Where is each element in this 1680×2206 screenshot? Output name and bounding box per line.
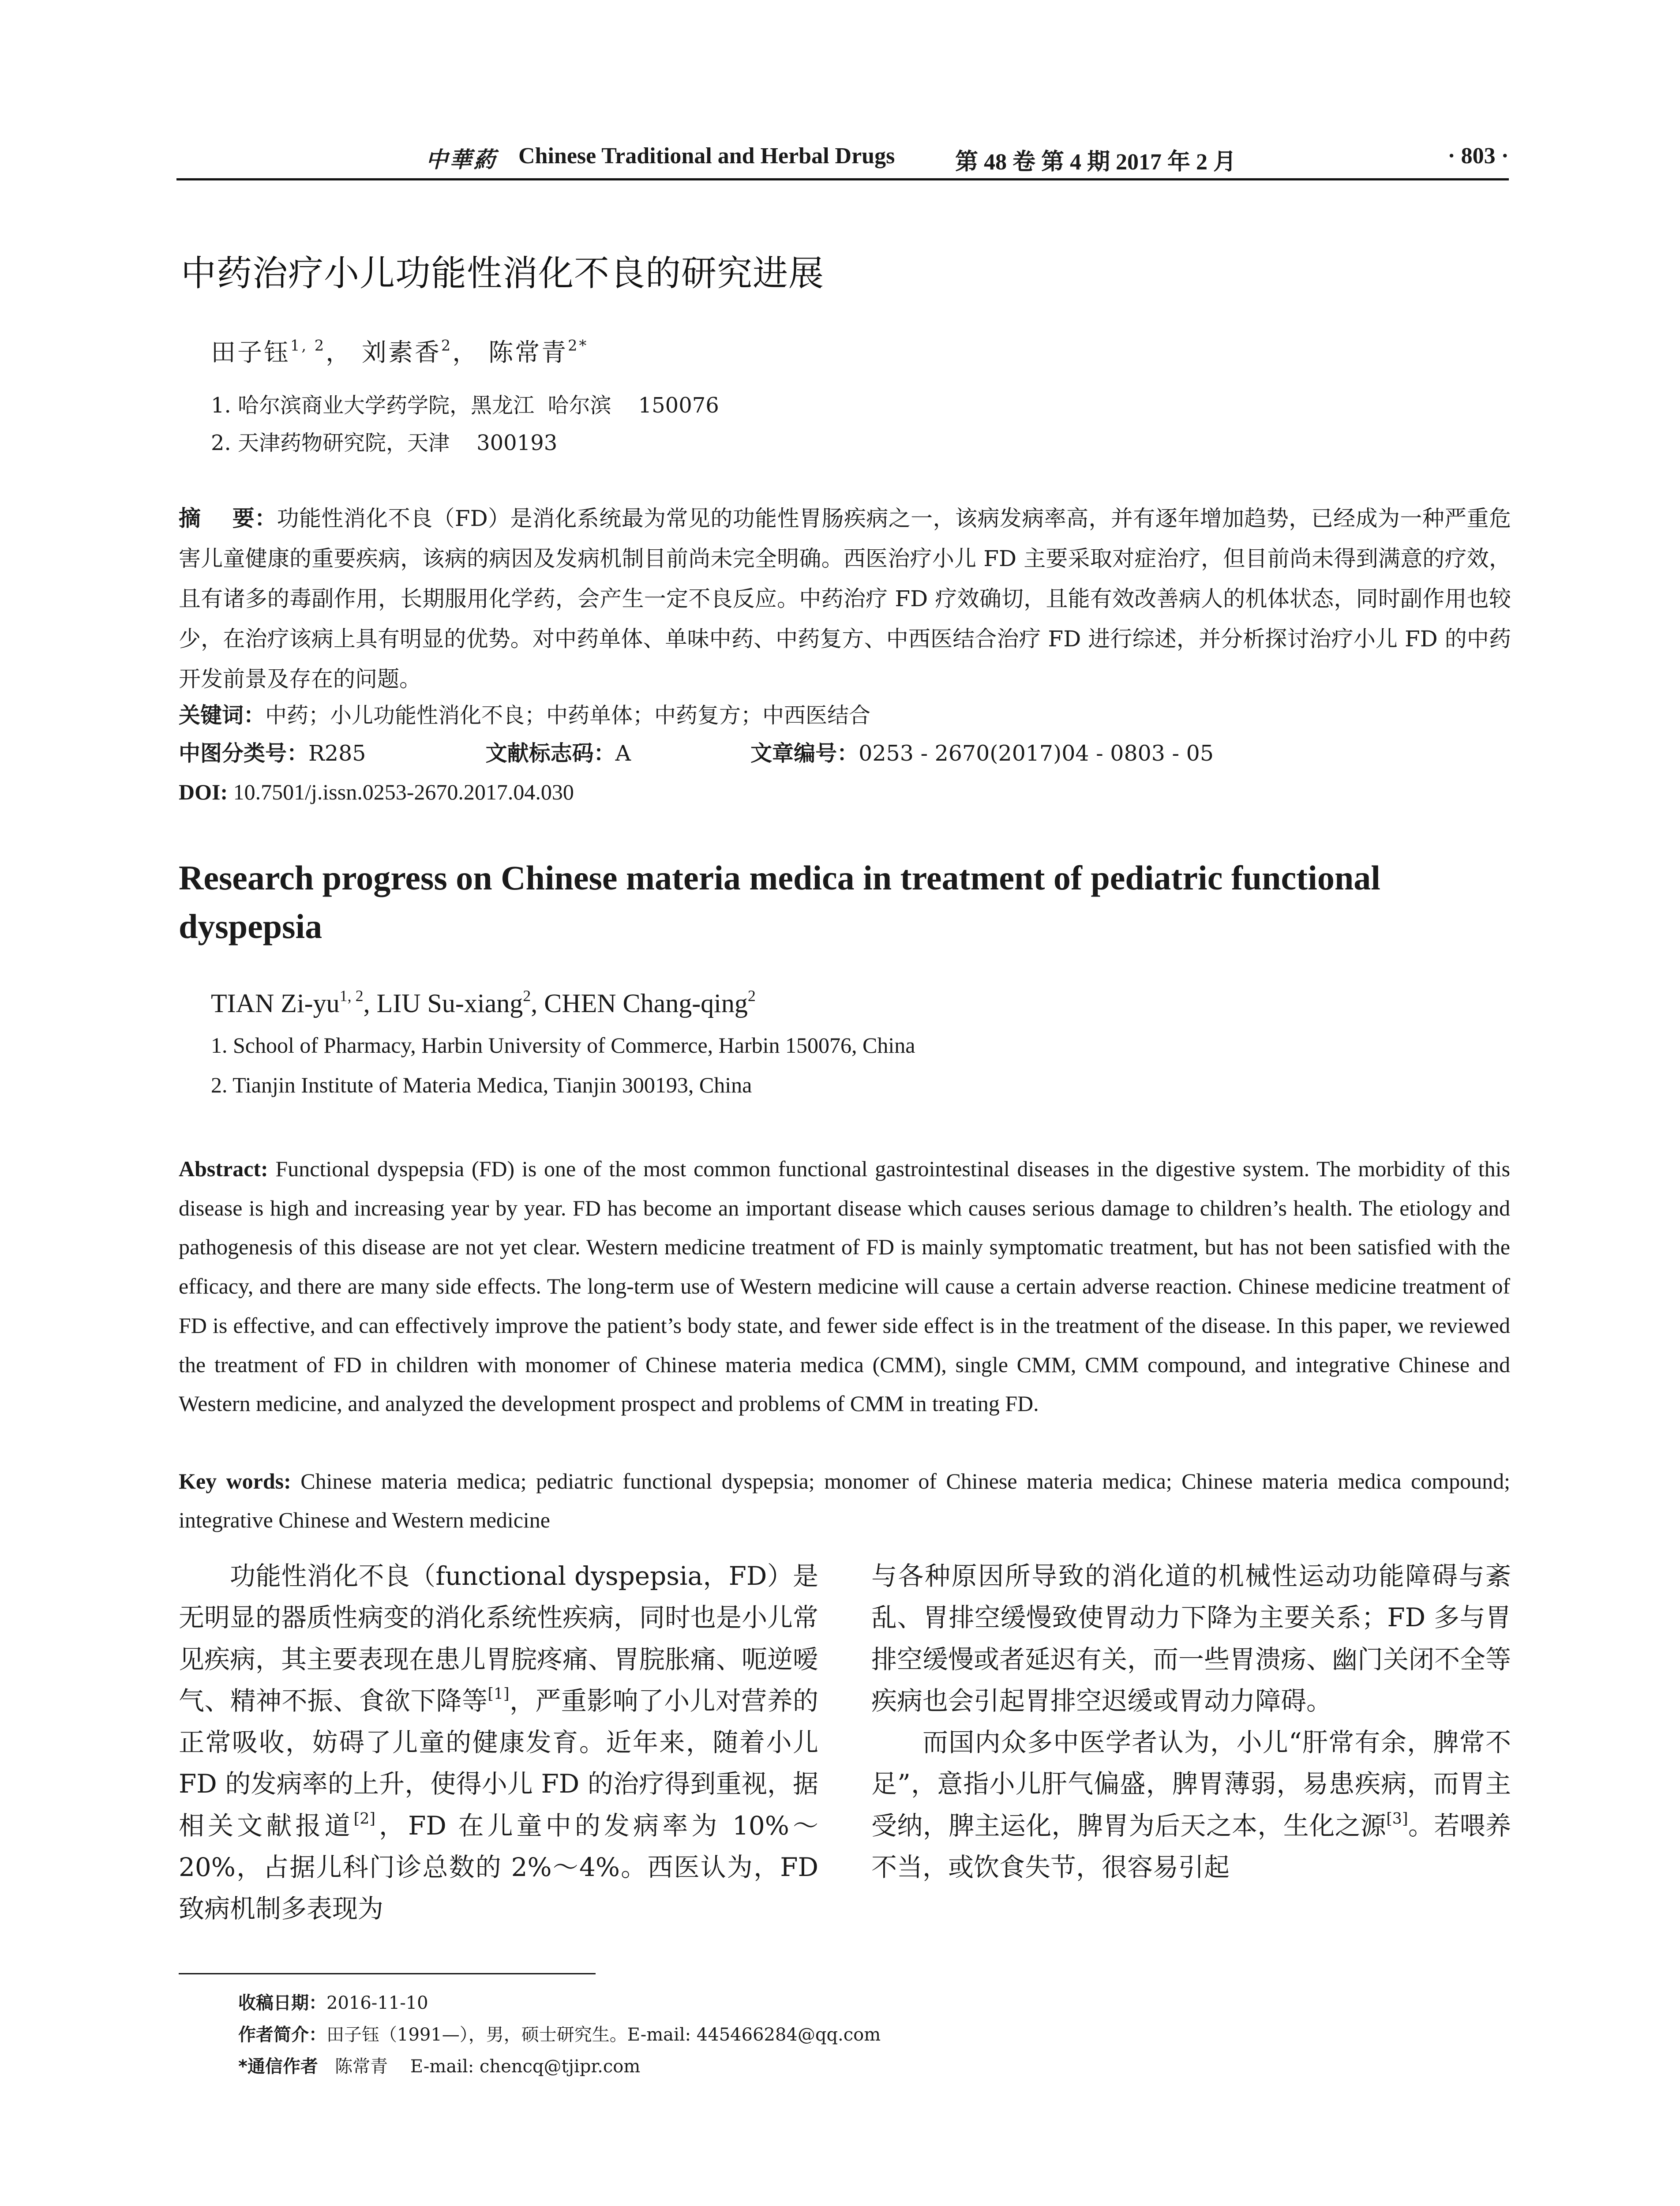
cn-author-name: 刘素香	[361, 338, 441, 367]
en-author-sup: 1, 2	[339, 987, 364, 1005]
cn-abstract	[179, 499, 1511, 699]
doccode-value: A	[615, 741, 631, 766]
en-author-sup: 2	[523, 987, 531, 1005]
cn-keywords-text: 中药；小儿功能性消化不良；中药单体；中药复方；中西医结合	[265, 703, 871, 728]
paragraph: 与各种原因所导致的消化道的机械性运动功能障碍与紊乱、胃排空缓慢致使胃动力下降为主要关系；FD 多与胃排空缓慢或者延迟有关，而一些胃溃疡、幽门关闭不全等疾病也会引起胃排空迟缓或胃动力障碍。	[871, 1561, 1511, 1716]
page-number: · 803 ·	[1448, 143, 1509, 169]
footnote-label: 收稿日期：	[238, 1993, 326, 2013]
articleno-value: 0253 - 2670(2017)04 - 0803 - 05	[859, 741, 1214, 766]
en-keywords-label: Key words:	[179, 1469, 291, 1493]
running-header	[176, 142, 1509, 177]
footnote-text: 田子钰（1991—），男，硕士研究生。E-mail: 445466284@qq.com	[326, 2025, 881, 2045]
en-author-sup: 2	[747, 987, 756, 1005]
en-keywords	[179, 1462, 1510, 1539]
clc-value: R285	[308, 741, 366, 766]
body-text: 功能性消化不良（functional dyspepsia，FD）是无明显的器质性病变的消化系统性疾病，同时也是小儿常见疾病，其主要表现在患儿胃脘疼痛、胃脘胀痛、呃逆嗳气、精神不振、食欲下降等	[179, 1561, 819, 1716]
citation[interactable]: [3]	[1386, 1810, 1408, 1828]
en-abstract-text: Functional dyspepsia (FD) is one of the most common functional gastrointestinal diseases in the digestive system. The morbidity of this disease is high and increasing year by year. FD has become an important disease which causes serious damage to children’s health. The etiology and pathogenesis of this disease are not yet clear. Western medicine treatment of FD is mainly symptomatic treatment, but has not been satisfied with the efficacy, and there are many side effects. The long-term use of Western medicine will cause a certain adverse reaction. Chinese medicine treatment of FD is effective, and can effectively improve the patient’s body state, and fewer side effect is in the treatment of the disease. In this paper, we reviewed the treatment of FD in children with monomer of Chinese materia medica (CMM), single CMM, CMM compound, and integrative Chinese and Western medicine, and analyzed the development prospect and problems of CMM in treating FD.	[179, 1156, 1511, 1416]
cn-author-sup: 1, 2	[290, 337, 326, 354]
cn-keywords-label: 关键词：	[179, 703, 266, 728]
doi	[179, 774, 574, 810]
footnote-author	[238, 2021, 881, 2046]
citation[interactable]: [1]	[488, 1685, 510, 1703]
body-text: ，严重影响了小儿对营养的正常吸收，妨碍了儿童的健康发育。近年来，随着小儿 FD 的发病率的上升，使得小儿 FD 的治疗得到重视，据相关文献报道	[179, 1685, 818, 1841]
cn-author-sup: 2	[441, 337, 453, 354]
footnote-text: 2016-11-10	[326, 1993, 428, 2013]
cn-abstract-text: 功能性消化不良（FD）是消化系统最为常见的功能性胃肠疾病之一，该病发病率高，并有逐年增加趋势，已经成为一种严重危害儿童健康的重要疾病，该病的病因及发病机制目前尚未完全明确。西医治疗小儿 FD 主要采取对症治疗，但目前尚未得到满意的疗效，且有诸多的毒副作用，长期服用化学药，会产生一定不良反应。中药治疗 FD 疗效确切，且能有效改善病人的机体状态，同时副作用也较少，在治疗该病上具有明显的优势。对中药单体、单味中药、中药复方、中西医结合治疗 FD 进行综述，并分析探讨治疗小儿 FD 的中药开发前景及存在的问题。	[179, 506, 1511, 692]
paragraph	[179, 1555, 818, 1930]
body-text: ，FD 在儿童中的发病率为 10%～20%，占据儿科门诊总数的 2%～4%。西医认为，FD 致病机制多表现为	[179, 1810, 818, 1924]
en-affiliation-1: 1. School of Pharmacy, Harbin University of Commerce, Harbin 150076, China	[211, 1033, 915, 1058]
en-affiliation-2: 2. Tianjin Institute of Materia Medica, Tianjin 300193, China	[211, 1073, 752, 1097]
cn-author-name: 田子钰	[211, 338, 290, 367]
en-abstract-label: Abstract:	[179, 1156, 268, 1181]
en-author-name: LIU Su-xiang	[376, 989, 523, 1018]
doccode-label: 文献标志码：	[485, 741, 615, 766]
body-text: 而国内众多中医学者认为，小儿“肝常有余，脾常不足”，意指小儿肝气偏盛，脾胃薄弱，易患疾病，而胃主受纳，脾主运化，脾胃为后天之本，生化之源	[871, 1727, 1511, 1841]
cn-affiliation-1: 1. 哈尔滨商业大学药学院，黑龙江 哈尔滨 150076	[211, 393, 719, 418]
en-title: Research progress on Chinese materia medica in treatment of pediatric functional dyspepsia	[179, 859, 1380, 945]
doi-value[interactable]: 10.7501/j.issn.0253-2670.2017.04.030	[233, 780, 574, 804]
doi-label: DOI:	[179, 780, 228, 804]
cn-author-sup: 2*	[568, 337, 589, 354]
cn-author-name: 陈常青	[488, 338, 568, 367]
en-authors: TIAN Zi-yu$^{1, 2}$, LIU Su-xiang$^2$, CHEN Chang-qing$^2$	[211, 987, 756, 1018]
issue-info: 第 48 卷 第 4 期 2017 年 2 月	[955, 150, 1237, 175]
articleno-label: 文章编号：	[750, 741, 859, 766]
body-column-left	[179, 1555, 818, 1930]
journal-name: Chinese Traditional and Herbal Drugs	[518, 143, 895, 169]
cn-keywords	[179, 698, 1511, 733]
footnote-received	[238, 1989, 428, 2014]
footnote-correspondence	[238, 2052, 640, 2078]
cn-abstract-label: 摘 要：	[179, 506, 277, 531]
header-rule	[176, 178, 1509, 180]
cn-classification	[179, 736, 1511, 771]
en-author-name: CHEN Chang-qing	[544, 989, 748, 1018]
en-abstract	[179, 1149, 1510, 1423]
cn-title: 中药治疗小儿功能性消化不良的研究进展	[181, 253, 824, 294]
journal-logo: 中華葯	[426, 146, 497, 173]
body-column-right	[871, 1555, 1511, 1888]
paragraph	[871, 1722, 1511, 1888]
footnote-rule	[179, 1973, 596, 1974]
en-author-name: TIAN Zi-yu	[211, 989, 340, 1018]
en-keywords-text: Chinese materia medica; pediatric functional dyspepsia; monomer of Chinese materia medica; Chinese materia medica compound; integrative Chinese and Western medicine	[179, 1469, 1510, 1532]
cn-affiliation-2: 2. 天津药物研究院，天津 300193	[211, 431, 558, 455]
footnote-text: 陈常青 E-mail: chencq@tjipr.com	[335, 2056, 641, 2077]
citation[interactable]: [2]	[353, 1810, 375, 1828]
footnote-label: 作者简介：	[238, 2025, 326, 2045]
cn-authors: 田子钰$^{1, 2}$， 刘素香$^2$， 陈常青$^{2*}$	[211, 337, 589, 367]
footnote-label: *通信作者	[238, 2056, 318, 2077]
body-text: 。若喂养不当，或饮食失节，很容易引起	[871, 1810, 1511, 1883]
clc-label: 中图分类号：	[179, 741, 309, 766]
